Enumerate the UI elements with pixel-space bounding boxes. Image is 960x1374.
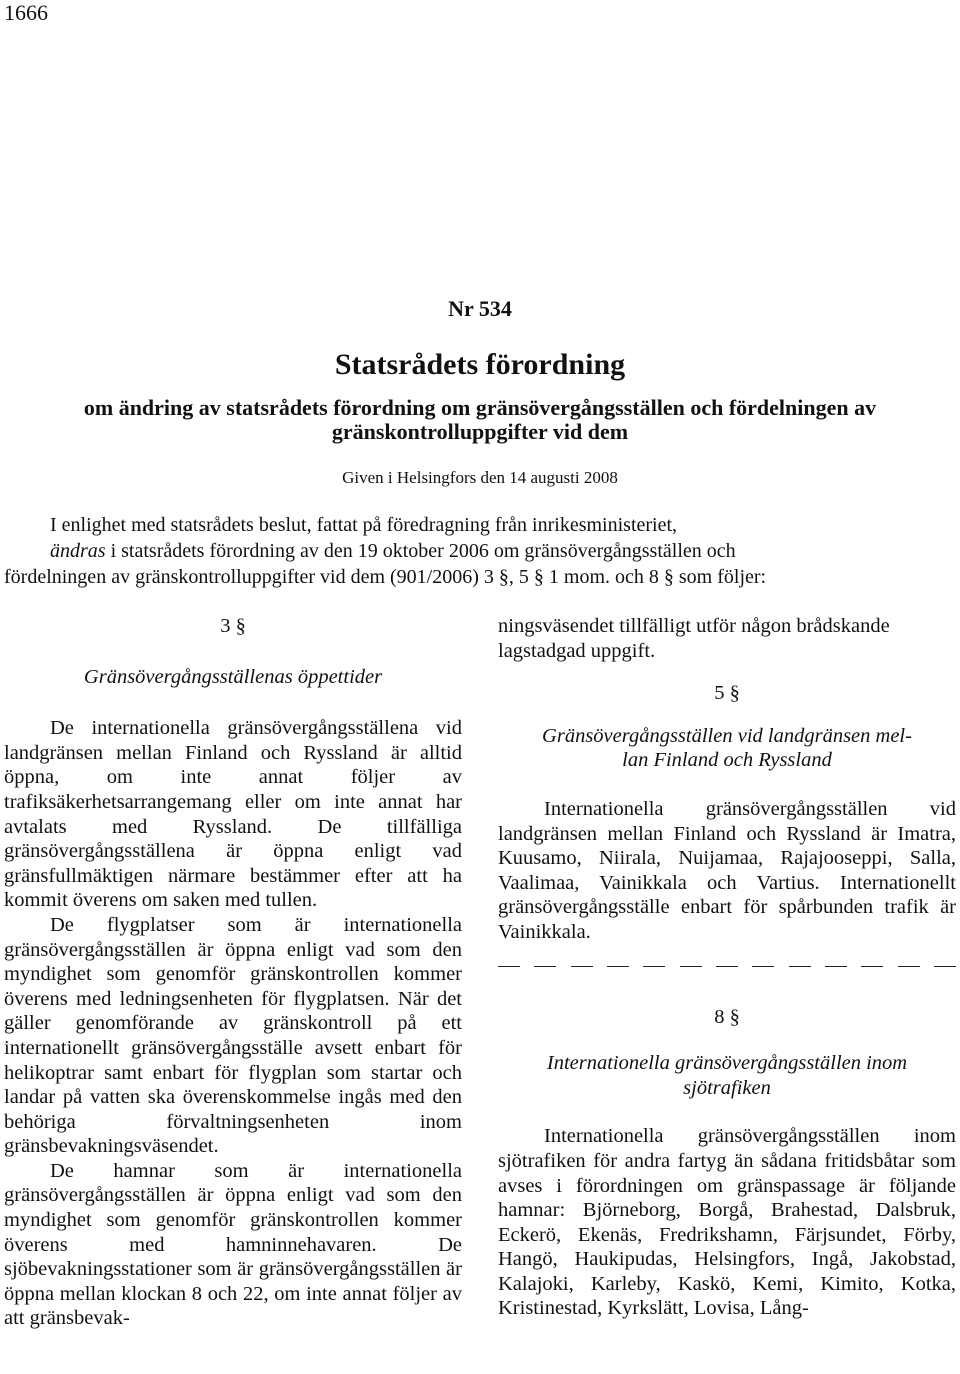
subtitle-line-1: om ändring av statsrådets förordning om gränsövergångsställen och fördelningen av (83, 395, 877, 420)
section-3-title: Gränsövergångsställenas öppettider (83, 665, 383, 688)
given-date: Given i Helsingfors den 14 augusti 2008 (342, 468, 618, 487)
section-3-heading: 3 § (220, 615, 246, 637)
section-8-paragraph-1: Internationella gränsövergångsställen inom sjötrafiken för andra fartyg än sådana fritidsbåtar som avses i förordningen om gränspassage är följande hamnar: Björneborg, Borgå, Brahestad, Dalsbruk, Eckerö, Ekenäs, Fredrikshamn, Färjsundet, Förby, Hangö, Haukipudas, Helsingfors, Ingå, Jakobstad, Kalajoki, Karleby, Kaskö, Kemi, Kimito, Kotka, Kristinestad, Kyrkslätt, Lovisa, Lång- (498, 1125, 956, 1320)
section-5-title (498, 724, 956, 773)
dash (716, 966, 738, 967)
statute-number: Nr 534 (448, 296, 512, 321)
left-column (4, 614, 462, 1331)
amend-word: ändras (50, 540, 106, 562)
subtitle-line-2: gränskontrolluppgifter vid dem (331, 419, 629, 444)
preamble-line-3: fördelningen av gränskontrolluppgifter vid dem (901/2006) 3 §, 5 § 1 mom. och 8 § som följer: (4, 566, 767, 588)
dash (680, 966, 702, 967)
dash (861, 966, 883, 967)
dash (534, 966, 556, 967)
right-column (498, 614, 956, 1321)
dash (498, 966, 520, 967)
section-8-title (498, 1051, 956, 1100)
document-title: Statsrådets förordning (334, 348, 626, 381)
section-3-paragraph-3-continued: ningsväsendet tillfälligt utför någon brådskande lagstadgad uppgift. (498, 615, 890, 662)
document-subtitle (4, 396, 956, 444)
section-3-paragraph-2: De flygplatser som är internationella gränsövergångsställen är öppna enligt vad som den myndighet som genomför gränskontrollen kommer överens med ledningsenheten för flygplatsen. När det gäller genomförande av gränskontroll på ett internationellt gränsövergångsställe avsett enbart för helikoptrar samt enbart för flygplan som startar och landar på vatten ska överenskommelse ingås med den behöriga förvaltningsenheten inom gränsbevakningsväsendet. (4, 913, 462, 1158)
preamble (4, 512, 956, 590)
dash (789, 966, 811, 967)
dash (643, 966, 665, 967)
section-8-heading: 8 § (714, 1005, 740, 1028)
dash (934, 966, 956, 967)
section-8-title-line-1: Internationella gränsövergångsställen inom (546, 1052, 908, 1075)
section-8-title-line-2: sjötrafiken (683, 1076, 771, 1099)
section-5-title-line-1: Gränsövergångsställen vid landgränsen mel- (542, 724, 912, 747)
dash (571, 966, 593, 967)
dash (898, 966, 920, 967)
preamble-line-1: I enlighet med statsrådets beslut, fattat på föredragning från inrikesministeriet, (50, 514, 678, 536)
section-5-paragraph-1: Internationella gränsövergångsställen vid landgränsen mellan Finland och Ryssland är Imatra, Kuusamo, Niirala, Nuijamaa, Rajajooseppi, Salla, Vaalimaa, Vainikkala och Vartius. Internationellt gränsövergångsställe enbart för spårbunden trafik är Vainikkala. (498, 797, 956, 943)
preamble-line-2-rest: i statsrådets förordning av den 19 oktober 2006 om gränsövergångsställen och (105, 540, 736, 562)
preamble-line-2 (4, 538, 956, 564)
section-5-heading: 5 § (714, 682, 740, 705)
section-5-title-line-2: lan Finland och Ryssland (622, 749, 832, 772)
dash (825, 966, 847, 967)
omission-dashes (498, 955, 956, 979)
section-3-paragraph-1: De internationella gränsövergångsställena vid landgränsen mellan Finland och Ryssland är alltid öppna, om inte annat följer av trafiksäkerhetsarrangemang eller om inte annat har avtalats med Ryssland. De tillfälliga gränsövergångsställena är öppna enligt vad gränsfullmäktigen närmare bestämmer efter att ha kommit överens om saken med tullen. (4, 717, 462, 912)
dash (752, 966, 774, 967)
dash (607, 966, 629, 967)
section-3-paragraph-3: De hamnar som är internationella gränsövergångsställen är öppna enligt vad som den myndighet som genomför gränskontrollen kommer överens med hamninnehavaren. De sjöbevakningsstationer som är gränsövergångsställen är öppna mellan klockan 8 och 22, om inte annat följer av att gränsbevak- (4, 1159, 462, 1330)
page-number: 1666 (4, 0, 48, 25)
